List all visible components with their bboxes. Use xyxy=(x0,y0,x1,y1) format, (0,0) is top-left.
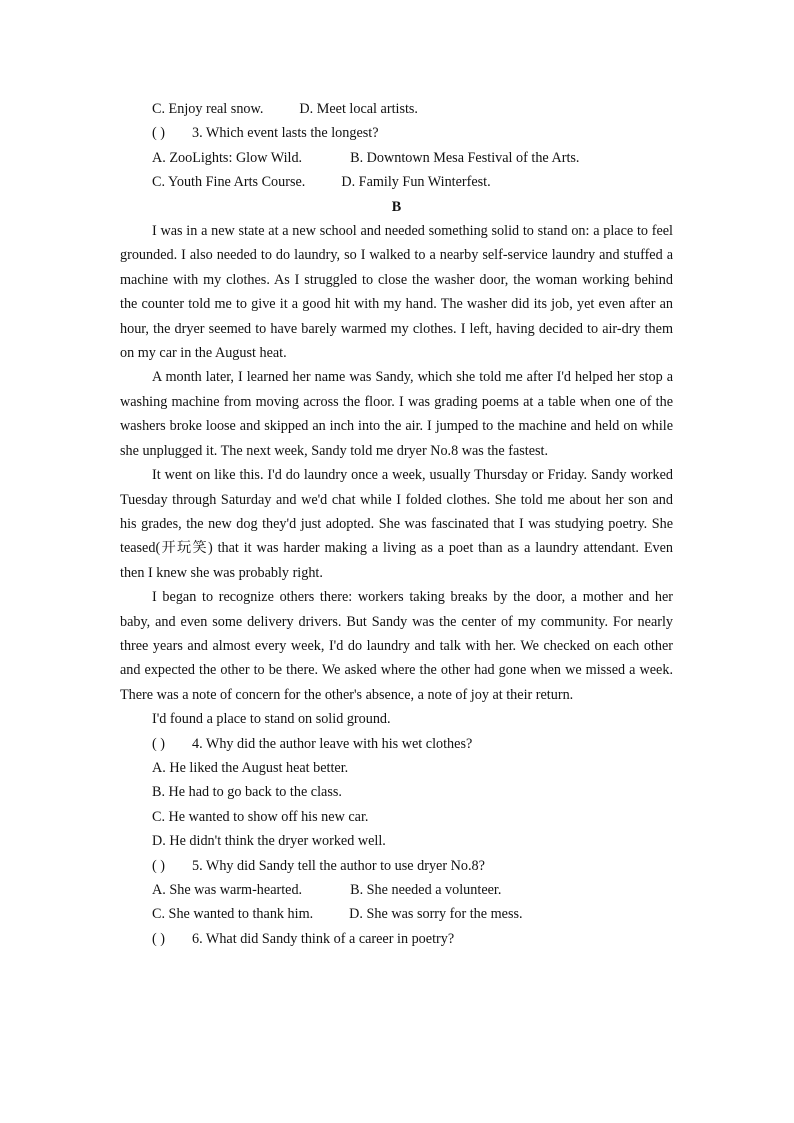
q4-option-c: C. He wanted to show off his new car. xyxy=(152,808,369,825)
answer-blank: ( ) xyxy=(152,125,165,142)
question-stem: 5. Why did Sandy tell the author to use dryer No.8? xyxy=(192,857,485,874)
option-b: B. She needed a volunteer. xyxy=(350,882,502,898)
q2-options-cd xyxy=(120,97,673,121)
q4-option-a: A. He liked the August heat better. xyxy=(152,759,349,776)
option-a: A. ZooLights: Glow Wild. xyxy=(152,149,303,166)
question-stem: 3. Which event lasts the longest? xyxy=(192,125,379,142)
answer-blank: ( ) xyxy=(152,857,165,874)
option-a: A. She was warm-hearted. xyxy=(152,882,303,898)
option-d: D. Meet local artists. xyxy=(299,101,418,117)
passage-paragraph-2: A month later, I learned her name was Sandy, which she told me after I'd helped her stop a washing machine from moving across the floor. I was grading poems at a table when one of the washers broke loose and skipped an inch into the air. I jumped to the machine and held on while she unplugged it. The next week, Sandy told me dryer No.8 was the fastest. xyxy=(120,369,673,459)
option-d: D. She was sorry for the mess. xyxy=(349,906,523,923)
passage-paragraph-3: It went on like this. I'd do laundry once a week, usually Thursday or Friday. Sandy worked Tuesday through Saturday and we'd chat while I folded clothes. She told me about her son and his grades, the new dog they'd just adopted. She was fascinated that I was studying poetry. She teased(开玩笑) that it was harder making a living as a poet than as a laundry attendant. Even then I knew she was probably right. xyxy=(120,467,673,581)
worksheet-content xyxy=(120,97,673,951)
question-stem: 6. What did Sandy think of a career in poetry? xyxy=(192,930,455,947)
question-4 xyxy=(120,732,673,756)
option-b: B. Downtown Mesa Festival of the Arts. xyxy=(350,149,580,166)
question-3 xyxy=(120,121,673,145)
q5-options-cd xyxy=(120,902,673,926)
passage-paragraph-5: I'd found a place to stand on solid ground. xyxy=(152,711,391,728)
option-c: C. Enjoy real snow. xyxy=(152,101,264,117)
q3-options-ab xyxy=(120,146,673,170)
question-6 xyxy=(120,927,673,951)
passage xyxy=(120,219,673,732)
answer-blank: ( ) xyxy=(152,930,165,947)
question-stem: 4. Why did the author leave with his wet clothes? xyxy=(192,735,473,752)
q3-options-cd xyxy=(120,170,673,194)
option-c: C. She wanted to thank him. xyxy=(152,906,314,923)
passage-paragraph-4: I began to recognize others there: workers taking breaks by the door, a mother and her baby, and even some delivery drivers. But Sandy was the center of my community. For nearly three years and almost every week, I'd do laundry and talk with her. We checked on each other and expected the other to be there. We asked where the other had gone when we missed a week. There was a note of concern for the other's absence, a note of joy at their return. xyxy=(120,589,673,703)
section-label: B xyxy=(391,198,402,215)
answer-blank: ( ) xyxy=(152,735,165,752)
question-5 xyxy=(120,854,673,878)
q5-options-ab xyxy=(120,878,673,902)
q4-option-d: D. He didn't think the dryer worked well. xyxy=(152,833,386,850)
passage-paragraph-1: I was in a new state at a new school and needed something solid to stand on: a place to feel grounded. I also needed to do laundry, so I walked to a nearby self-service laundry and stuffed a machine with my clothes. As I struggled to close the washer door, the woman working behind the counter told me to give it a good hit with my hand. The washer did its job, yet even after an hour, the dryer seemed to have barely warmed my clothes. I left, having decided to air-dry them on my car in the August heat. xyxy=(120,223,673,362)
option-c: C. Youth Fine Arts Course. xyxy=(152,174,306,191)
option-d: D. Family Fun Winterfest. xyxy=(341,174,491,191)
q4-option-b: B. He had to go back to the class. xyxy=(152,784,342,801)
